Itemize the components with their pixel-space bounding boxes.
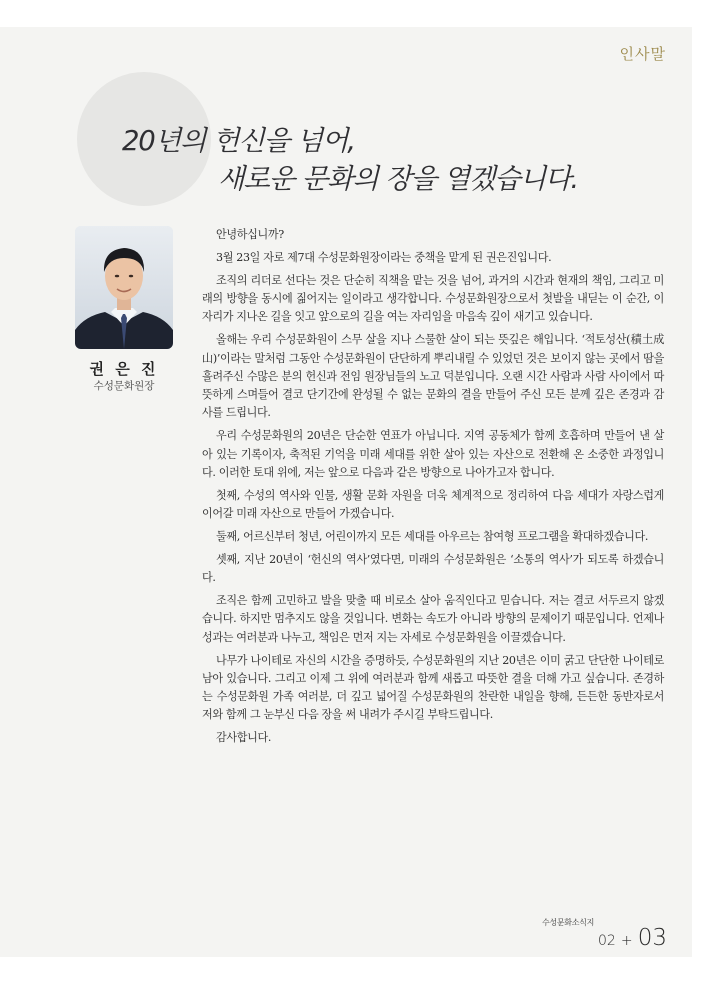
section-label: 인사말 [619, 45, 666, 63]
page [0, 27, 692, 957]
paragraph: 둘째, 어르신부터 청년, 어린이까지 모든 세대를 아우르는 참여형 프로그램을 확대하겠습니다. [216, 530, 649, 544]
headline [122, 122, 578, 198]
paragraph: 감사합니다. [216, 731, 272, 745]
author-title: 수성문화원장 [93, 380, 155, 392]
page-number-right: 03 [637, 925, 667, 951]
publication-name: 수성문화소식지 [542, 918, 594, 927]
paragraph: 첫째, 수성의 역사와 인물, 생활 문화 자원을 더욱 체계적으로 정리하여 다음 세대가 자랑스럽게 이어갈 미래 자산으로 만들어 가겠습니다. [202, 488, 664, 521]
paragraph: 안녕하십니까? [216, 228, 284, 241]
paragraph: 셋째, 지난 20년이 ‘헌신의 역사’였다면, 미래의 수성문화원은 ‘소통의 역사’가 되도록 하겠습니다. [202, 552, 664, 585]
page-number [598, 925, 667, 951]
paragraph: 나무가 나이테로 자신의 시간을 증명하듯, 수성문화원의 지난 20년은 이미 굵고 단단한 나이테로 남아 있습니다. 그리고 이제 그 위에 여러분과 함께 새롭고 따뜻한 결을 더해 가고 싶습니다. 존경하는 수성문화원 가족 여러분, 더 깊고 넓어질 수성문화원의 찬란한 내일을 향해, 든든한 동반자로서 저와 함께 그 눈부신 다음 장을 써 내려가 주시길 부탁드립니다. [202, 653, 664, 722]
headline-line-1: 20년의 헌신을 넘어, [122, 125, 355, 157]
headline-line-2: 새로운 문화의 장을 열겠습니다. [218, 163, 578, 195]
paragraph: 올해는 우리 수성문화원이 스무 살을 지나 스물한 살이 되는 뜻깊은 해입니다. ‘적토성산(積土成山)’이라는 말처럼 그동안 수성문화원이 단단하게 뿌리내릴 수 있었던 것은 보이지 않는 곳에서 땀을 흘려주신 수많은 분의 헌신과 전임 원장님들의 노고 덕분입니다. 오랜 시간 사람과 사람 사이에서 따뜻하게 스며들어 결코 단기간에 완성될 수 없는 문화의 결을 만들어 주신 모든 분께 깊은 존경과 감사를 드립니다. [202, 333, 664, 420]
paragraph: 조직은 함께 고민하고 발을 맞출 때 비로소 살아 움직인다고 믿습니다. 저는 결코 서두르지 않겠습니다. 하지만 멈추지도 않을 것입니다. 변화는 속도가 아니라 방향의 문제이기 때문입니다. 언제나 성과는 여러분과 나누고, 책임은 먼저 지는 자세로 수성문화원을 이끌겠습니다. [202, 594, 664, 644]
paragraph: 3월 23일 자로 제7대 수성문화원장이라는 중책을 맡게 된 권은진입니다. [216, 250, 552, 264]
greeting-body [202, 226, 664, 752]
paragraph: 우리 수성문화원의 20년은 단순한 연표가 아닙니다. 지역 공동체가 함께 호흡하며 만들어 낸 살아 있는 기록이자, 축적된 기억을 미래 세대를 위한 살아 있는 자산으로 전환해 온 소중한 과정입니다. 이러한 토대 위에, 저는 앞으로 다음과 같은 방향으로 나아가고자 합니다. [202, 429, 664, 479]
author-name: 권 은 진 [89, 360, 159, 378]
page-number-left: 02 [597, 933, 616, 949]
author-portrait [75, 226, 173, 349]
paragraph: 조직의 리더로 선다는 것은 단순히 직책을 맡는 것을 넘어, 과거의 시간과 현재의 책임, 그리고 미래의 방향을 동시에 짊어지는 일이라고 생각합니다. 수성문화원장으로서 첫발을 내딛는 이 순간, 이 자리가 지나온 길을 잇고 앞으로의 길을 여는 자리임을 마음속 깊이 새기고 있습니다. [202, 273, 664, 324]
portrait-photo [75, 226, 173, 349]
page-separator: + [620, 933, 633, 949]
